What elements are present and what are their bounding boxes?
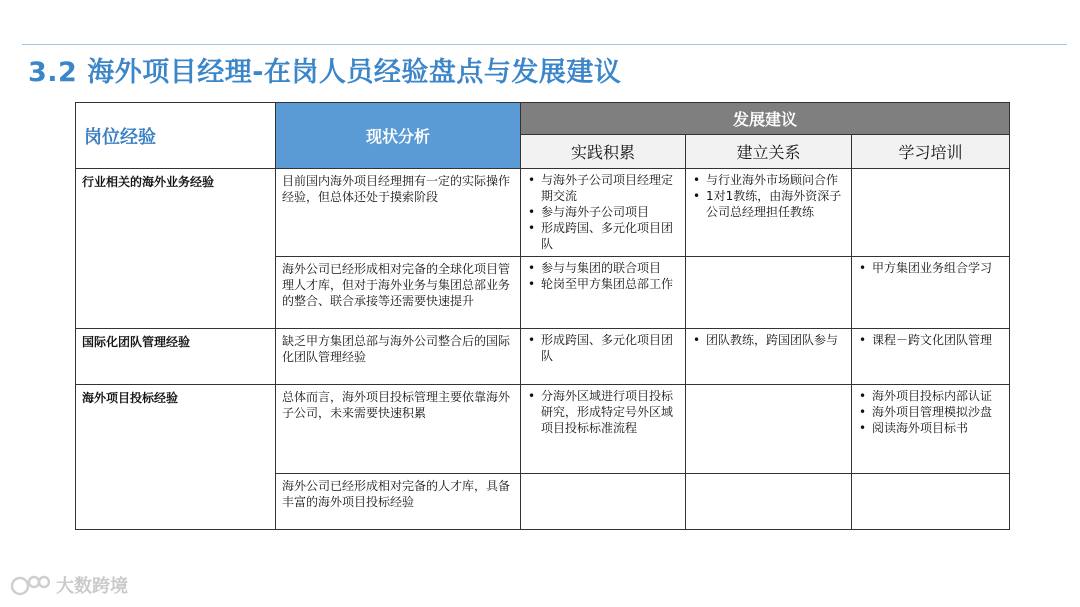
row-practice [521, 385, 686, 474]
page-title: 3.2 海外项目经理-在岗人员经验盘点与发展建议 [28, 57, 622, 88]
row-practice [521, 329, 686, 385]
row-training [852, 257, 1010, 329]
list-item: • 海外项目管理模拟沙盘 [858, 404, 1003, 420]
list-item: • 分海外区域进行项目投标研究，形成特定号外区域项目投标标准流程 [527, 388, 679, 436]
row-category: 海外项目投标经验 [76, 385, 276, 530]
list-item: • 阅读海外项目标书 [858, 420, 1003, 436]
row-status: 缺乏甲方集团总部与海外公司整合后的国际化团队管理经验 [276, 329, 521, 385]
table-row [76, 329, 1010, 385]
header-position: 岗位经验 [76, 103, 276, 169]
row-training [852, 329, 1010, 385]
header-status: 现状分析 [276, 103, 521, 169]
list-item: • 团队教练，跨国团队参与 [692, 332, 845, 348]
row-practice [521, 474, 686, 530]
row-relation [686, 169, 852, 257]
header-development: 发展建议 [521, 103, 1010, 135]
header-relation: 建立关系 [686, 135, 852, 169]
list-item: • 甲方集团业务组合学习 [858, 260, 1003, 276]
row-relation [686, 385, 852, 474]
list-item: • 与海外子公司项目经理定期交流 [527, 172, 679, 204]
row-relation [686, 474, 852, 530]
row-practice [521, 169, 686, 257]
header-practice: 实践积累 [521, 135, 686, 169]
row-category: 行业相关的海外业务经验 [76, 169, 276, 329]
list-item: • 形成跨国、多元化项目团队 [527, 220, 679, 252]
row-relation [686, 257, 852, 329]
list-item: • 形成跨国、多元化项目团队 [527, 332, 679, 364]
list-item: • 轮岗至甲方集团总部工作 [527, 276, 679, 292]
list-item: • 参与与集团的联合项目 [527, 260, 679, 276]
list-item: • 参与海外子公司项目 [527, 204, 679, 220]
row-status: 总体而言，海外项目投标管理主要依靠海外子公司，未来需要快速积累 [276, 385, 521, 474]
row-training [852, 474, 1010, 530]
list-item: • 1对1教练，由海外资深子公司总经理担任教练 [692, 188, 845, 220]
top-divider [22, 44, 1067, 45]
row-relation [686, 329, 852, 385]
row-status: 海外公司已经形成相对完备的人才库，具备丰富的海外项目投标经验 [276, 474, 521, 530]
list-item: • 海外项目投标内部认证 [858, 388, 1003, 404]
table-row [76, 385, 1010, 474]
row-practice [521, 257, 686, 329]
list-item: • 课程－跨文化团队管理 [858, 332, 1003, 348]
row-status: 海外公司已经形成相对完备的全球化项目管理人才库，但对于海外业务与集团总部业务的整合、联合承接等还需要快速提升 [276, 257, 521, 329]
table-row [76, 169, 1010, 257]
list-item: • 与行业海外市场顾问合作 [692, 172, 845, 188]
logo-icon [10, 573, 50, 597]
header-training: 学习培训 [852, 135, 1010, 169]
row-category: 国际化团队管理经验 [76, 329, 276, 385]
row-training [852, 385, 1010, 474]
row-training [852, 169, 1010, 257]
watermark-logo [10, 572, 128, 598]
row-status: 目前国内海外项目经理拥有一定的实际操作经验，但总体还处于摸索阶段 [276, 169, 521, 257]
watermark-text: 大数跨境 [56, 576, 128, 597]
experience-table [75, 102, 1010, 530]
